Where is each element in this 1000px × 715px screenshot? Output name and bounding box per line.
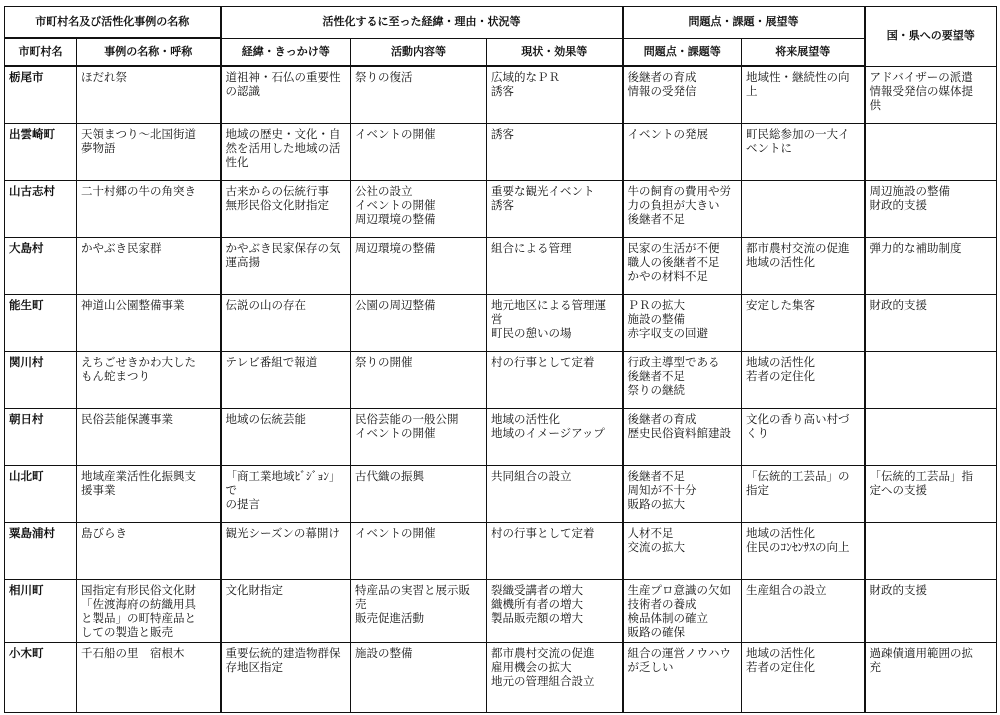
- cell-text-line: 販売促進活動: [355, 610, 424, 625]
- header-case-name: 事例の名称・呼称: [77, 38, 221, 66]
- requests-cell: [865, 579, 997, 642]
- cell-text-line: 民俗芸能の一般公開: [355, 411, 459, 426]
- requests-cell: [865, 465, 997, 522]
- cell-text-line: 「佐渡海府の紡織用具: [81, 596, 196, 611]
- cell-text-line: 「伝統的工芸品」の: [746, 468, 850, 483]
- cell-text-line: 住民のｺﾝｾﾝｻｽの向上: [746, 539, 850, 554]
- cell-text-line: 地域の活性化: [746, 525, 816, 540]
- cell-text-line: 公園の周辺整備: [355, 297, 436, 312]
- problems-cell: [623, 579, 742, 642]
- cell-text-line: 弾力的な補助制度: [869, 240, 962, 255]
- table-row: [5, 123, 997, 180]
- municipality-cell: 粟島浦村: [5, 522, 77, 579]
- cell-text-line: 後継者不足: [627, 468, 686, 483]
- cell-text-line: 町民総参加の一大イ: [746, 126, 850, 141]
- cell-text-line: 祭りの復活: [355, 70, 413, 84]
- future-cell: [742, 66, 865, 123]
- cell-text-line: ベントに: [746, 140, 793, 155]
- case-name-cell: [77, 294, 221, 351]
- municipality-cell: 能生町: [5, 294, 77, 351]
- cell-text-line: 地元の管理組合設立: [491, 673, 595, 688]
- cell-text-line: 赤字収支の回避: [627, 325, 709, 340]
- cell-text-line: 町民の憩いの場: [491, 325, 572, 340]
- requests-cell: [865, 351, 997, 408]
- cell-text-line: と製品」の町特産品と: [81, 610, 196, 625]
- cell-text-line: 牛の飼育の費用や労: [627, 183, 732, 198]
- cell-text-line: 性化: [225, 154, 249, 169]
- future-cell: [742, 579, 865, 642]
- cell-text-line: 過疎債適用範囲の拡: [869, 645, 974, 660]
- cell-text-line: 都市農村交流の促進: [491, 645, 595, 660]
- activities-cell: [351, 123, 487, 180]
- case-name-cell: [77, 408, 221, 465]
- cell-text-line: 織機所有者の増大: [491, 596, 583, 611]
- cell-text-line: 村の行事として定着: [491, 525, 595, 540]
- header-municipality-group: 市町村名及び活性化事例の名称: [5, 7, 221, 39]
- cell-text-line: 地元地区による管理運: [491, 297, 606, 312]
- cell-text-line: 祭りの継続: [627, 382, 686, 397]
- municipality-cell: 関川村: [5, 351, 77, 408]
- cell-text-line: 売: [355, 596, 367, 611]
- cell-text-line: 後継者不足: [627, 368, 686, 383]
- requests-cell: [865, 123, 997, 180]
- table-row: [5, 294, 997, 351]
- cell-text-line: 千石船の里 宿根木: [81, 645, 185, 660]
- cell-text-line: 定への支援: [869, 482, 928, 497]
- problems-cell: [623, 237, 742, 294]
- header-problems: 問題点・課題等: [623, 38, 742, 66]
- cell-text-line: ＰＲの拡大: [627, 297, 686, 312]
- case-table: [4, 6, 997, 713]
- cell-text-line: 技術者の養成: [627, 596, 697, 611]
- cell-text-line: 周辺環境の整備: [355, 240, 436, 255]
- effects-cell: [487, 180, 623, 237]
- requests-cell: [865, 237, 997, 294]
- requests-cell: [865, 294, 997, 351]
- problems-cell: [623, 66, 742, 123]
- background-cell: [221, 294, 351, 351]
- cell-text-line: えちごせきかわ大した: [81, 354, 196, 369]
- cell-text-line: 都市農村交流の促進: [746, 240, 850, 255]
- activities-cell: [351, 180, 487, 237]
- background-cell: [221, 522, 351, 579]
- cell-text-line: 地域性・継続性の向: [746, 70, 850, 84]
- cell-text-line: 後継者の育成: [627, 70, 697, 84]
- cell-text-line: 運高揚: [225, 254, 260, 269]
- cell-text-line: くり: [746, 425, 770, 440]
- cell-text-line: 地域の活性化: [746, 645, 816, 660]
- cell-text-line: 行政主導型である: [627, 354, 720, 369]
- cell-text-line: 祭りの開催: [355, 354, 413, 369]
- cell-text-line: 地域の活性化: [746, 254, 816, 269]
- future-cell: [742, 123, 865, 180]
- cell-text-line: 「商工業地域ﾋﾞｼﾞｮﾝ」で: [225, 468, 341, 497]
- effects-cell: [487, 237, 623, 294]
- cell-text-line: 力の負担が大きい: [627, 197, 720, 212]
- header-municipality: 市町村名: [5, 38, 77, 66]
- cell-text-line: 交流の拡大: [627, 539, 686, 554]
- table-row: [5, 351, 997, 408]
- header-row-1: [5, 7, 997, 39]
- cell-text-line: 施設の整備: [627, 311, 686, 326]
- activities-cell: [351, 294, 487, 351]
- cell-text-line: 重要伝統的建造物群保: [225, 645, 341, 660]
- case-name-cell: [77, 351, 221, 408]
- cell-text-line: 二十村郷の牛の角突き: [81, 183, 196, 198]
- cell-text-line: の提言: [225, 496, 260, 511]
- future-cell: [742, 180, 865, 237]
- cell-text-line: 情報受発信の媒体提: [869, 83, 974, 98]
- header-effects: 現状・効果等: [487, 38, 623, 66]
- cell-text-line: 文化財指定: [225, 582, 283, 597]
- cell-text-line: 職人の後継者不足: [627, 254, 720, 269]
- cell-text-line: 裂織受講者の増大: [491, 582, 583, 597]
- effects-cell: [487, 642, 623, 712]
- cell-text-line: 地域の伝統芸能: [225, 411, 306, 426]
- municipality-cell: 大島村: [5, 237, 77, 294]
- cell-text-line: 周辺環境の整備: [355, 211, 436, 226]
- future-cell: [742, 642, 865, 712]
- cell-text-line: イベントの開催: [355, 197, 436, 212]
- case-name-cell: [77, 465, 221, 522]
- cell-text-line: イベントの発展: [627, 126, 709, 141]
- cell-text-line: 後継者不足: [627, 211, 686, 226]
- cell-text-line: 天領まつり〜北国街道: [81, 126, 196, 141]
- future-cell: [742, 465, 865, 522]
- problems-cell: [623, 351, 742, 408]
- cell-text-line: 周知が不十分: [627, 482, 697, 497]
- cell-text-line: 営: [491, 311, 503, 326]
- cell-text-line: テレビ番組で報道: [225, 354, 318, 369]
- cell-text-line: 島びらき: [81, 525, 127, 540]
- cell-text-line: 充: [869, 659, 882, 674]
- problems-cell: [623, 465, 742, 522]
- cell-text-line: 古代織の振興: [355, 468, 424, 483]
- cell-text-line: 民家の生活が不便: [627, 240, 720, 255]
- requests-cell: [865, 642, 997, 712]
- future-cell: [742, 522, 865, 579]
- cell-text-line: 製品販売額の増大: [491, 610, 583, 625]
- cell-text-line: 民俗芸能保護事業: [81, 411, 173, 426]
- effects-cell: [487, 522, 623, 579]
- activities-cell: [351, 66, 487, 123]
- effects-cell: [487, 465, 623, 522]
- case-name-cell: [77, 123, 221, 180]
- activities-cell: [351, 642, 487, 712]
- cell-text-line: が乏しい: [627, 659, 674, 674]
- header-row-2: [5, 38, 997, 66]
- cell-text-line: 地域のイメージアップ: [491, 425, 605, 440]
- cell-text-line: 検品体制の確立: [627, 610, 709, 625]
- cell-text-line: 援事業: [81, 482, 116, 497]
- problems-cell: [623, 408, 742, 465]
- cell-text-line: 組合の運営ノウハウ: [627, 645, 732, 660]
- table-row: [5, 408, 997, 465]
- background-cell: [221, 237, 351, 294]
- cell-text-line: 雇用機会の拡大: [491, 659, 572, 674]
- cell-text-line: 古来からの伝統行事: [225, 183, 329, 198]
- problems-cell: [623, 522, 742, 579]
- case-name-cell: [77, 522, 221, 579]
- cell-text-line: 村の行事として定着: [491, 354, 595, 369]
- cell-text-line: 歴史民俗資料館建設: [627, 425, 732, 440]
- municipality-cell: 山北町: [5, 465, 77, 522]
- cell-text-line: 販路の確保: [627, 624, 686, 639]
- cell-text-line: 上: [746, 84, 758, 98]
- cell-text-line: 誘客: [491, 84, 514, 98]
- case-name-cell: [77, 642, 221, 712]
- header-issues-group: 問題点・課題・展望等: [623, 7, 865, 39]
- table-body: [5, 66, 997, 712]
- effects-cell: [487, 66, 623, 123]
- cell-text-line: かやの材料不足: [627, 268, 709, 283]
- background-cell: [221, 465, 351, 522]
- header-activation-group: 活性化するに至った経緯・理由・状況等: [221, 7, 623, 39]
- activities-cell: [351, 465, 487, 522]
- cell-text-line: 「伝統的工芸品」指: [869, 468, 974, 483]
- case-name-cell: [77, 180, 221, 237]
- cell-text-line: 無形民俗文化財指定: [225, 197, 329, 212]
- cell-text-line: 地域の活性化: [491, 411, 560, 426]
- cell-text-line: 然を活用した地域の活: [225, 140, 341, 155]
- document-page: [4, 6, 996, 710]
- cell-text-line: 地域の活性化: [746, 354, 816, 369]
- effects-cell: [487, 408, 623, 465]
- table-row: [5, 522, 997, 579]
- case-name-cell: [77, 66, 221, 123]
- cell-text-line: 重要な観光イベント: [491, 183, 595, 198]
- future-cell: [742, 408, 865, 465]
- activities-cell: [351, 408, 487, 465]
- cell-text-line: 組合による管理: [491, 240, 572, 255]
- table-row: [5, 237, 997, 294]
- cell-text-line: 広域的なＰＲ: [491, 70, 560, 84]
- cell-text-line: イベントの開催: [355, 126, 436, 141]
- header-activities: 活動内容等: [351, 38, 487, 66]
- cell-text-line: 観光シーズンの幕開け: [225, 525, 340, 540]
- activities-cell: [351, 522, 487, 579]
- cell-text-line: 存地区指定: [225, 659, 283, 674]
- effects-cell: [487, 351, 623, 408]
- cell-text-line: イベントの開催: [355, 525, 436, 540]
- requests-cell: [865, 180, 997, 237]
- table-row: [5, 642, 997, 712]
- case-name-cell: [77, 579, 221, 642]
- municipality-cell: 栃尾市: [5, 66, 77, 123]
- cell-text-line: 財政的支援: [869, 197, 928, 212]
- cell-text-line: 情報の受発信: [627, 84, 697, 98]
- header-background: 経緯・きっかけ等: [221, 38, 351, 66]
- cell-text-line: イベントの開催: [355, 425, 436, 440]
- requests-cell: [865, 522, 997, 579]
- cell-text-line: 道祖神・石仏の重要性: [225, 70, 341, 84]
- problems-cell: [623, 123, 742, 180]
- effects-cell: [487, 579, 623, 642]
- header-requests: 国・県への要望等: [865, 7, 997, 67]
- cell-text-line: の認識: [225, 84, 260, 98]
- municipality-cell: 小木町: [5, 642, 77, 712]
- effects-cell: [487, 294, 623, 351]
- cell-text-line: 周辺施設の整備: [869, 183, 951, 198]
- municipality-cell: 朝日村: [5, 408, 77, 465]
- cell-text-line: ほだれ祭: [81, 70, 127, 84]
- cell-text-line: 供: [869, 97, 882, 112]
- background-cell: [221, 579, 351, 642]
- cell-text-line: 伝説の山の存在: [225, 297, 306, 312]
- cell-text-line: 地域産業活性化振興支: [81, 468, 196, 483]
- cell-text-line: 販路の拡大: [627, 496, 686, 511]
- cell-text-line: 若者の定住化: [746, 659, 816, 674]
- cell-text-line: 公社の設立: [355, 183, 413, 198]
- activities-cell: [351, 237, 487, 294]
- header-future: 将来展望等: [742, 38, 865, 66]
- cell-text-line: 生産プロ意識の欠如: [627, 582, 732, 597]
- cell-text-line: 神道山公園整備事業: [81, 297, 185, 312]
- municipality-cell: 相川町: [5, 579, 77, 642]
- cell-text-line: 特産品の実習と展示販: [355, 582, 470, 597]
- municipality-cell: 出雲崎町: [5, 123, 77, 180]
- background-cell: [221, 123, 351, 180]
- cell-text-line: アドバイザーの派遣: [869, 69, 973, 84]
- activities-cell: [351, 351, 487, 408]
- cell-text-line: 後継者の育成: [627, 411, 697, 426]
- future-cell: [742, 237, 865, 294]
- cell-text-line: 財政的支援: [869, 297, 928, 312]
- cell-text-line: 国指定有形民俗文化財: [81, 582, 196, 597]
- background-cell: [221, 66, 351, 123]
- cell-text-line: 文化の香り高い村づ: [746, 411, 850, 426]
- municipality-cell: 山古志村: [5, 180, 77, 237]
- cell-text-line: 指定: [746, 482, 770, 497]
- problems-cell: [623, 294, 742, 351]
- cell-text-line: 共同組合の設立: [491, 468, 572, 483]
- case-name-cell: [77, 237, 221, 294]
- cell-text-line: かやぶき民家保存の気: [225, 240, 341, 255]
- problems-cell: [623, 642, 742, 712]
- cell-text-line: 誘客: [491, 126, 514, 141]
- requests-cell: [865, 408, 997, 465]
- background-cell: [221, 351, 351, 408]
- cell-text-line: 誘客: [491, 197, 514, 212]
- background-cell: [221, 408, 351, 465]
- cell-text-line: 生産組合の設立: [746, 582, 827, 597]
- cell-text-line: 夢物語: [81, 140, 116, 155]
- cell-text-line: もん蛇まつり: [81, 368, 150, 383]
- cell-text-line: 施設の整備: [355, 645, 413, 660]
- table-row: [5, 465, 997, 522]
- table-row: [5, 180, 997, 237]
- background-cell: [221, 180, 351, 237]
- cell-text-line: 財政的支援: [869, 582, 928, 597]
- activities-cell: [351, 579, 487, 642]
- effects-cell: [487, 123, 623, 180]
- problems-cell: [623, 180, 742, 237]
- table-row: [5, 66, 997, 123]
- background-cell: [221, 642, 351, 712]
- cell-text-line: かやぶき民家群: [81, 240, 162, 255]
- table-row: [5, 579, 997, 642]
- cell-text-line: 人材不足: [627, 525, 674, 540]
- requests-cell: [865, 66, 997, 123]
- future-cell: [742, 351, 865, 408]
- cell-text-line: しての製造と販売: [81, 624, 173, 639]
- future-cell: [742, 294, 865, 351]
- cell-text-line: 若者の定住化: [746, 368, 816, 383]
- cell-text-line: 安定した集客: [746, 297, 816, 312]
- cell-text-line: 地域の歴史・文化・自: [225, 126, 341, 141]
